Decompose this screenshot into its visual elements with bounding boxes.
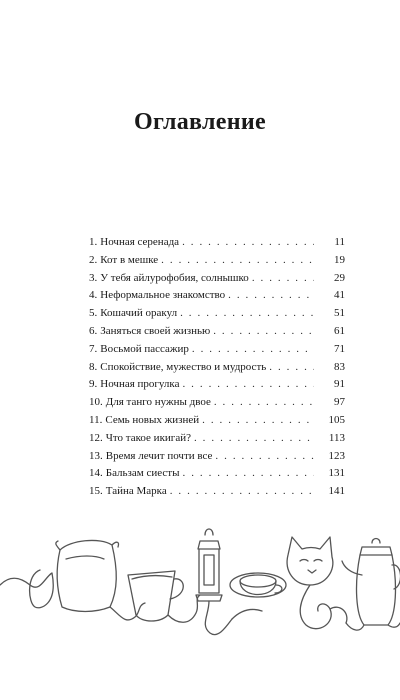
toc-entry-number: 6.: [89, 324, 98, 337]
toc-dot-leader: [194, 430, 314, 448]
toc-entry-title: Спокойствие, мужество и мудрость: [100, 360, 267, 373]
flowing-line: [0, 570, 53, 608]
toc-entry: [89, 234, 345, 252]
toc-entry: [89, 430, 345, 448]
toc-entry-title: Заняться своей жизнью: [100, 324, 211, 337]
toc-dot-leader: [252, 270, 314, 288]
toc-dot-leader: [215, 448, 314, 466]
toc-entry-title: Ночная серенада: [100, 236, 180, 248]
toc-entry: [89, 448, 345, 466]
toc-entry-number: 13.: [89, 449, 103, 462]
toc-entry-page: 61: [334, 324, 345, 337]
teapot-icon: [342, 539, 400, 626]
toc-entry: [89, 412, 345, 430]
toc-dot-leader: [269, 359, 314, 377]
toc-entry-page: 105: [328, 413, 345, 426]
toc-entry-page: 91: [334, 378, 345, 391]
toc-entry-number: 7.: [89, 342, 98, 355]
toc-entry-number: 5.: [89, 307, 98, 320]
toc-entry-number: 14.: [89, 467, 103, 480]
coffee-cup-icon: [230, 573, 286, 619]
toc-entry-title: Для танго нужны двое: [105, 396, 211, 409]
toc-entry-title: Что такое икигай?: [105, 431, 191, 444]
toc-entry-number: 2.: [89, 253, 98, 266]
toc-entry-title: У тебя айлурофобия, солнышко: [100, 271, 249, 284]
toc-dot-leader: [183, 465, 315, 483]
toc-entry-page: 141: [328, 485, 345, 498]
toc-entry: [89, 394, 345, 412]
toc-dot-leader: [192, 341, 314, 359]
toc-entry-title: Кошачий оракул: [100, 307, 178, 320]
toc-entry: [89, 270, 345, 288]
toc-entry-title: Бальзам сиесты: [105, 467, 180, 480]
toc-entry: [89, 483, 345, 501]
pillow-icon: [56, 540, 119, 611]
toc-entry: [89, 252, 345, 270]
toc-dot-leader: [213, 323, 314, 341]
lantern-icon: [196, 529, 232, 635]
toc-entry-number: 12.: [89, 431, 103, 444]
toc-entry-number: 3.: [89, 271, 98, 284]
toc-dot-leader: [170, 483, 314, 501]
toc-entry-page: 131: [328, 467, 345, 480]
toc-entry-page: 113: [328, 431, 345, 444]
toc-entry-page: 71: [334, 342, 345, 355]
toc-entry-page: 11: [334, 236, 345, 248]
toc-dot-leader: [202, 412, 314, 430]
toc-entry-title: Ночная прогулка: [100, 378, 180, 391]
page-title: Оглавление: [134, 109, 266, 136]
toc-entry-page: 51: [334, 307, 345, 320]
toc-entry-title: Восьмой пассажир: [100, 342, 189, 355]
table-of-contents: [89, 234, 345, 501]
toc-entry-page: 83: [334, 360, 345, 373]
toc-entry: [89, 287, 345, 305]
toc-entry-number: 9.: [89, 378, 98, 391]
cat-icon: [287, 537, 347, 629]
toc-entry-number: 1.: [89, 236, 98, 248]
toc-entry-number: 4.: [89, 289, 98, 302]
toc-entry-number: 8.: [89, 360, 98, 373]
toc-dot-leader: [228, 287, 314, 305]
toc-entry-page: 19: [334, 253, 345, 266]
toc-entry-title: Тайна Марка: [105, 485, 167, 498]
toc-entry-title: Время лечит почти все: [105, 449, 213, 462]
toc-entry-title: Семь новых жизней: [105, 413, 200, 426]
toc-entry: [89, 376, 345, 394]
toc-entry-page: 41: [334, 289, 345, 302]
toc-entry-page: 123: [328, 449, 345, 462]
toc-dot-leader: [182, 234, 314, 252]
toc-entry: [89, 341, 345, 359]
tea-cup-icon: [128, 571, 183, 621]
toc-entry-number: 15.: [89, 485, 103, 498]
toc-entry-number: 10.: [89, 396, 103, 409]
toc-entry-title: Неформальное знакомство: [100, 289, 226, 302]
toc-entry-number: 11.: [89, 413, 103, 426]
toc-entry: [89, 359, 345, 377]
toc-entry-page: 29: [334, 271, 345, 284]
toc-entry: [89, 323, 345, 341]
toc-dot-leader: [180, 305, 314, 323]
toc-entry-title: Кот в мешке: [100, 253, 159, 266]
toc-dot-leader: [161, 252, 314, 270]
toc-dot-leader: [182, 376, 314, 394]
toc-entry-page: 97: [334, 396, 345, 409]
toc-dot-leader: [214, 394, 314, 412]
line-illustration: [0, 515, 400, 655]
toc-entry: [89, 465, 345, 483]
toc-entry: [89, 305, 345, 323]
